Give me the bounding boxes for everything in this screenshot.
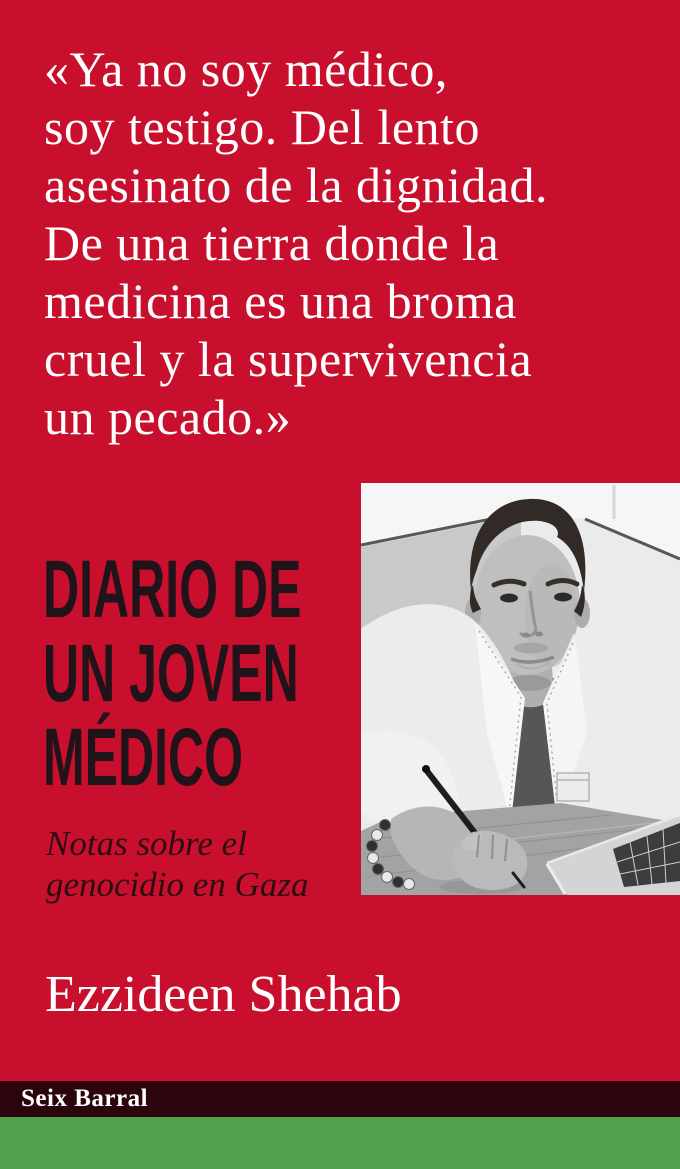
subtitle-line: Notas sobre el: [46, 824, 247, 863]
publisher-band: [0, 1081, 680, 1117]
mustache-shadow: [514, 643, 548, 654]
right-eye: [554, 593, 572, 602]
nostril: [535, 632, 543, 637]
cover-quote: [44, 40, 548, 446]
author-name: Ezzideen Shehab: [45, 966, 402, 1023]
quote-line: «Ya no soy médico,: [44, 41, 448, 97]
title-line: UN JOVEN: [43, 628, 299, 719]
quote-line: cruel y la supervivencia: [44, 331, 533, 387]
quote-line: De una tierra donde la: [44, 215, 500, 271]
subtitle-line: genocidio en Gaza: [46, 865, 309, 904]
quote-line: asesinato de la dignidad.: [44, 157, 549, 213]
coat-pocket: [557, 773, 589, 801]
finger-crease: [492, 835, 493, 859]
title-line: DIARIO DE: [43, 544, 302, 635]
footer-green-stripe: [0, 1117, 680, 1169]
left-eye: [500, 594, 518, 603]
quote-line: medicina es una broma: [44, 273, 517, 329]
book-title: [43, 544, 467, 803]
quote-line: un pecado.»: [44, 389, 292, 445]
quote-line: soy testigo. Del lento: [44, 99, 480, 155]
title-line: MÉDICO: [43, 712, 244, 803]
nostril: [522, 633, 530, 638]
book-subtitle: [46, 823, 308, 905]
publisher-logo: Seix Barral: [21, 1085, 149, 1112]
